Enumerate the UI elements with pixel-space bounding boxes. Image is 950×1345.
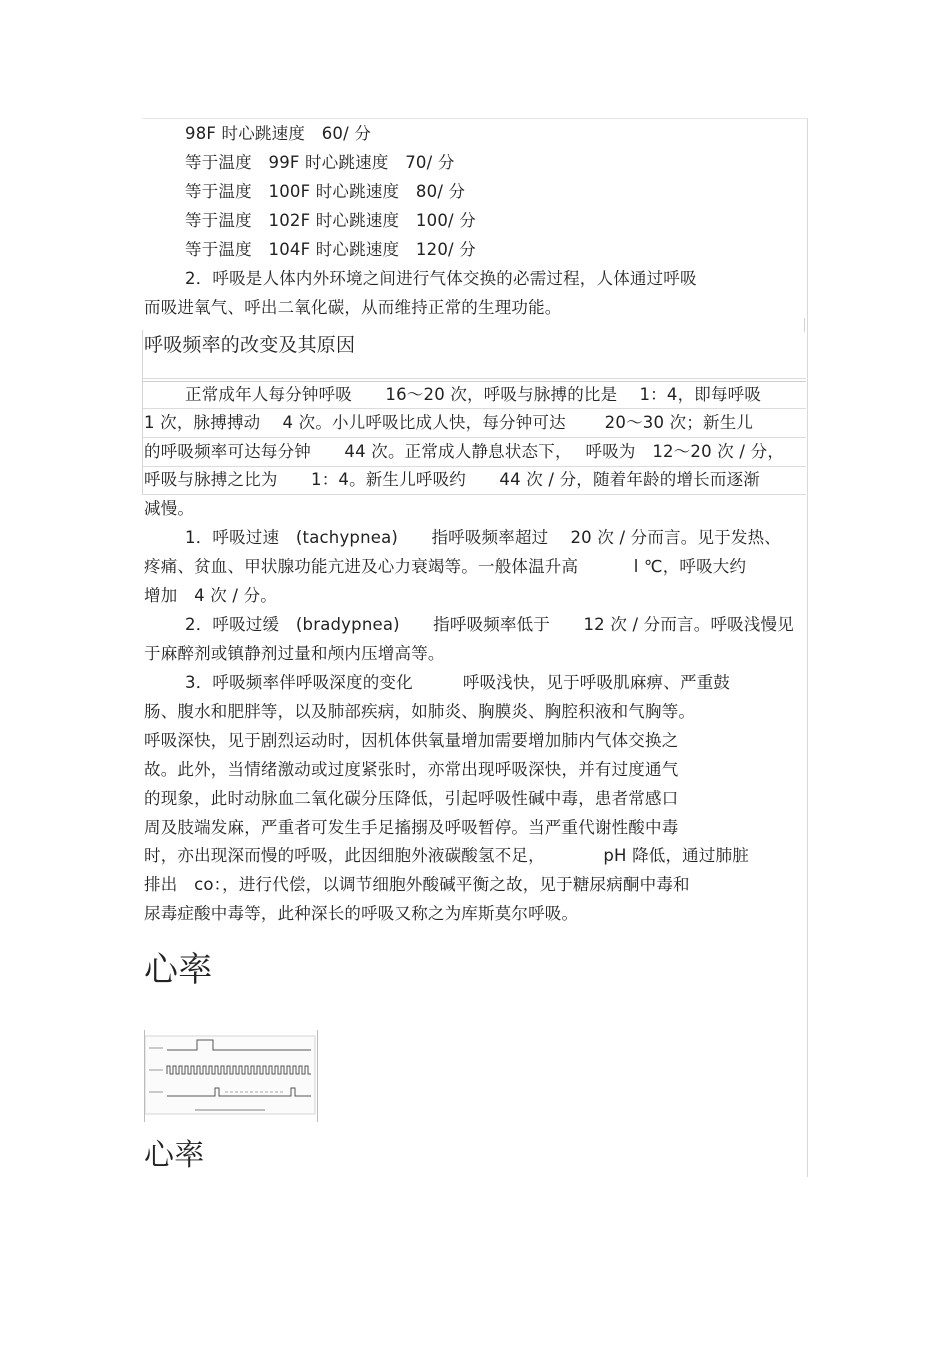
text-line: 呼吸深快，见于剧烈运动时，因机体供氧量增加需要增加肺内气体交换之 <box>144 731 679 750</box>
text-line: 的现象，此时动脉血二氧化碳分压降低，引起呼吸性碱中毒，患者常感口 <box>144 789 679 808</box>
text-line: 减慢。 <box>144 499 195 518</box>
text-line: 98F 时心跳速度 60/ 分 <box>185 124 372 143</box>
waveform-diagram <box>145 1030 319 1122</box>
text-line: 2．呼吸是人体内外环境之间进行气体交换的必需过程，人体通过呼吸 <box>185 269 697 288</box>
divider <box>317 1030 318 1122</box>
text-line: 等于温度 104F 时心跳速度 120/ 分 <box>185 240 476 259</box>
text-line: 而吸进氧气、呼出二氧化碳，从而维持正常的生理功能。 <box>144 298 562 317</box>
divider <box>142 494 806 495</box>
text-line: 故。此外，当情绪激动或过度紧张时，亦常出现呼吸深快，并有过度通气 <box>144 760 679 779</box>
text-line: 1 次，脉搏搏动 4 次。小儿呼吸比成人快，每分钟可达 20～30 次；新生儿 <box>144 413 754 432</box>
text-line: 3．呼吸频率伴呼吸深度的变化 呼吸浅快，见于呼吸肌麻痹、严重鼓 <box>185 673 731 692</box>
text-line: 肠、腹水和肥胖等，以及肺部疾病，如肺炎、胸膜炎、胸腔积液和气胸等。 <box>144 702 696 721</box>
text-line: 正常成年人每分钟呼吸 16～20 次，呼吸与脉搏的比是 1：4，即每呼吸 <box>185 385 762 404</box>
text-line: 的呼吸频率可达每分钟 44 次。正常成人静息状态下， 呼吸为 12～20 次 / 分， <box>144 442 785 461</box>
text-line: 等于温度 100F 时心跳速度 80/ 分 <box>185 182 466 201</box>
divider <box>142 378 806 379</box>
heading-heart-rate: 心率 <box>144 950 213 990</box>
section-heading: 呼吸频率的改变及其原因 <box>144 334 356 356</box>
divider <box>142 381 806 382</box>
text-line: 疼痛、贫血、甲状腺功能亢进及心力衰竭等。一般体温升高 l ℃，呼吸大约 <box>144 557 747 576</box>
text-line: 等于温度 102F 时心跳速度 100/ 分 <box>185 211 476 230</box>
divider <box>142 330 143 495</box>
heading-heart-rate-2: 心率 <box>144 1138 205 1173</box>
text-line: 尿毒症酸中毒等，此种深长的呼吸又称之为库斯莫尔呼吸。 <box>144 904 579 923</box>
divider <box>804 318 805 332</box>
text-line: 等于温度 99F 时心跳速度 70/ 分 <box>185 153 455 172</box>
divider <box>142 466 806 467</box>
text-line: 1．呼吸过速 (tachypnea) 指呼吸频率超过 20 次 / 分而言。见于发热、 <box>185 528 781 547</box>
text-line: 于麻醉剂或镇静剂过量和颅内压增高等。 <box>144 644 445 663</box>
text-line: 增加 4 次 / 分。 <box>144 586 277 605</box>
text-line: 时，亦出现深而慢的呼吸，此因细胞外液碳酸氢不足， pH 降低，通过肺脏 <box>144 846 749 865</box>
text-line: 2．呼吸过缓 (bradypnea) 指呼吸频率低于 12 次 / 分而言。呼吸浅慢见 <box>185 615 794 634</box>
text-line: 呼吸与脉搏之比为 1：4。新生儿呼吸约 44 次 / 分，随着年龄的增长而逐渐 <box>144 470 760 489</box>
text-line: 周及肢端发麻，严重者可发生手足搐搦及呼吸暂停。当严重代谢性酸中毒 <box>144 818 679 837</box>
waveform-figure <box>144 1030 319 1122</box>
divider <box>142 408 806 409</box>
text-line: 排出 co：，进行代偿，以调节细胞外酸碱平衡之故，见于糖尿病酮中毒和 <box>144 875 690 894</box>
divider <box>142 437 806 438</box>
